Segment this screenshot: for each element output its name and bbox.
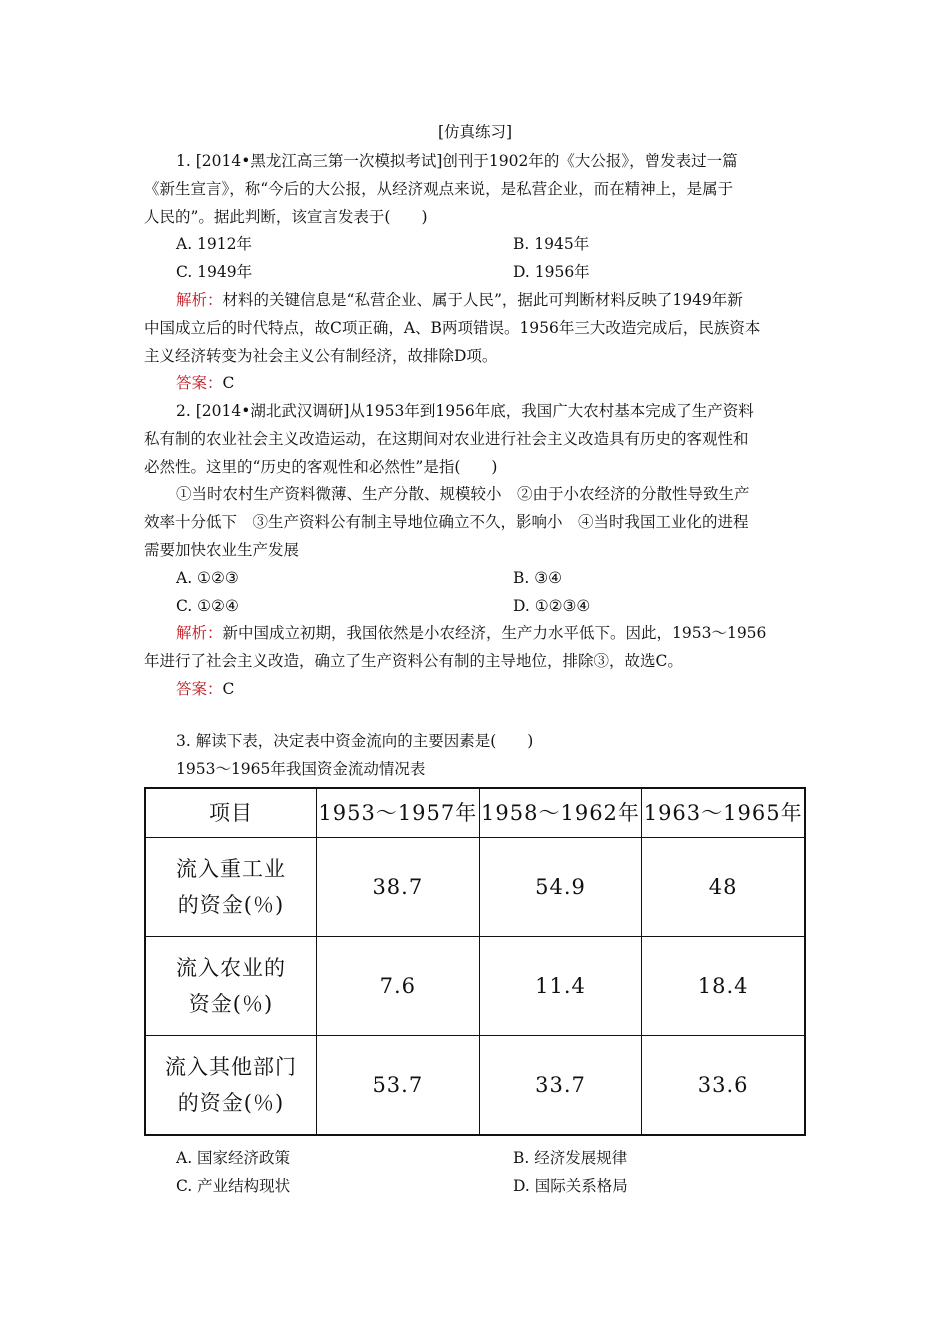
q2-explanation-line-2: 年进行了社会主义改造，确立了生产资料公有制的主导地位，排除③，故选C。 [144,652,683,670]
q2-option-a: A. ①②③ [176,569,239,587]
q2-explanation-line-1 [176,623,766,643]
q1-explanation-label: 解析： [176,291,223,309]
row-label-line: 资金(％) [188,992,274,1016]
q1-option-b: B. 1945年 [513,235,590,253]
q2-answer-label: 答案： [176,680,223,698]
q1-answer-value: C [222,374,235,392]
q2-option-b: B. ③④ [513,569,563,587]
row-label-line: 流入其他部门 [165,1055,297,1079]
table-cell: 11.4 [479,937,642,1036]
row-label-line: 流入重工业 [176,857,286,881]
q2-explanation-text: 新中国成立初期，我国依然是小农经济，生产力水平低下。因此，1953～1956 [222,624,767,642]
table-cell: 33.6 [642,1036,805,1136]
q3-stem: 3. 解读下表，决定表中资金流向的主要因素是( ) [176,732,534,750]
q1-explanation-line-2: 中国成立后的时代特点，故C项正确，A、B两项错误。1956年三大改造完成后，民族资本 [144,319,761,337]
table-cell: 7.6 [317,937,480,1036]
table-header-cell: 1958～1962年 [479,788,642,838]
q3-option-d: D. 国际关系格局 [513,1177,628,1195]
q2-stem-line-1: 2. [2014•湖北武汉调研]从1953年到1956年底，我国广大农村基本完成了生产资料 [176,402,754,420]
q2-statements-line-2: 效率十分低下 ③生产资料公有制主导地位确立不久，影响小 ④当时我国工业化的进程 [144,513,749,531]
table-header-cell: 项目 [145,788,317,838]
capital-flow-table [144,787,806,1136]
q2-answer-value: C [222,680,235,698]
q1-explanation-line-3: 主义经济转变为社会主义公有制经济，故排除D项。 [144,347,498,365]
table-header-cell: 1953～1957年 [317,788,480,838]
q1-stem-line-2: 《新生宣言》，称“今后的大公报，从经济观点来说，是私营企业，而在精神上，是属于 [144,180,734,198]
q3-option-a: A. 国家经济政策 [176,1149,291,1167]
table-cell: 33.7 [479,1036,642,1136]
q1-explanation-text: 材料的关键信息是“私营企业、属于人民”，据此可判断材料反映了1949年新 [222,291,743,309]
q1-stem-line-1: 1. [2014•黑龙江高三第一次模拟考试]创刊于1902年的《大公报》，曾发表过一篇 [176,152,738,170]
q2-answer [176,679,234,699]
q2-stem-line-3: 必然性。这里的“历史的客观性和必然性”是指( ) [144,458,498,476]
q2-option-d: D. ①②③④ [513,597,591,615]
table-cell: 18.4 [642,937,805,1036]
q2-explanation-label: 解析： [176,624,223,642]
q1-stem-line-3: 人民的”。据此判断，该宣言发表于( ) [144,208,428,226]
q2-statements-line-3: 需要加快农业生产发展 [144,541,300,559]
table-cell: 54.9 [479,838,642,937]
row-label-line: 的资金(％) [177,893,285,917]
table-row [145,1036,805,1136]
row-label [145,937,317,1036]
row-label-line: 的资金(％) [177,1091,285,1115]
q1-answer [176,373,234,393]
table-header-row [145,788,805,838]
q3-table-caption: 1953～1965年我国资金流动情况表 [176,760,426,778]
table-header-cell: 1963～1965年 [642,788,805,838]
table-row [145,937,805,1036]
q1-answer-label: 答案： [176,374,223,392]
q2-option-c: C. ①②④ [176,597,239,615]
table-cell: 38.7 [317,838,480,937]
q1-explanation-line-1 [176,290,743,310]
q3-option-c: C. 产业结构现状 [176,1177,291,1195]
row-label-line: 流入农业的 [176,956,286,980]
section-heading: [仿真练习] [437,123,513,141]
row-label [145,838,317,937]
row-label [145,1036,317,1136]
q3-option-b: B. 经济发展规律 [513,1149,628,1167]
table-cell: 48 [642,838,805,937]
q1-option-a: A. 1912年 [176,235,252,253]
table-cell: 53.7 [317,1036,480,1136]
q1-option-d: D. 1956年 [513,263,590,281]
table-row [145,838,805,937]
q1-option-c: C. 1949年 [176,263,253,281]
q2-stem-line-2: 私有制的农业社会主义改造运动，在这期间对农业进行社会主义改造具有历史的客观性和 [144,430,749,448]
q2-statements-line-1: ①当时农村生产资料微薄、生产分散、规模较小 ②由于小农经济的分散性导致生产 [176,485,750,503]
